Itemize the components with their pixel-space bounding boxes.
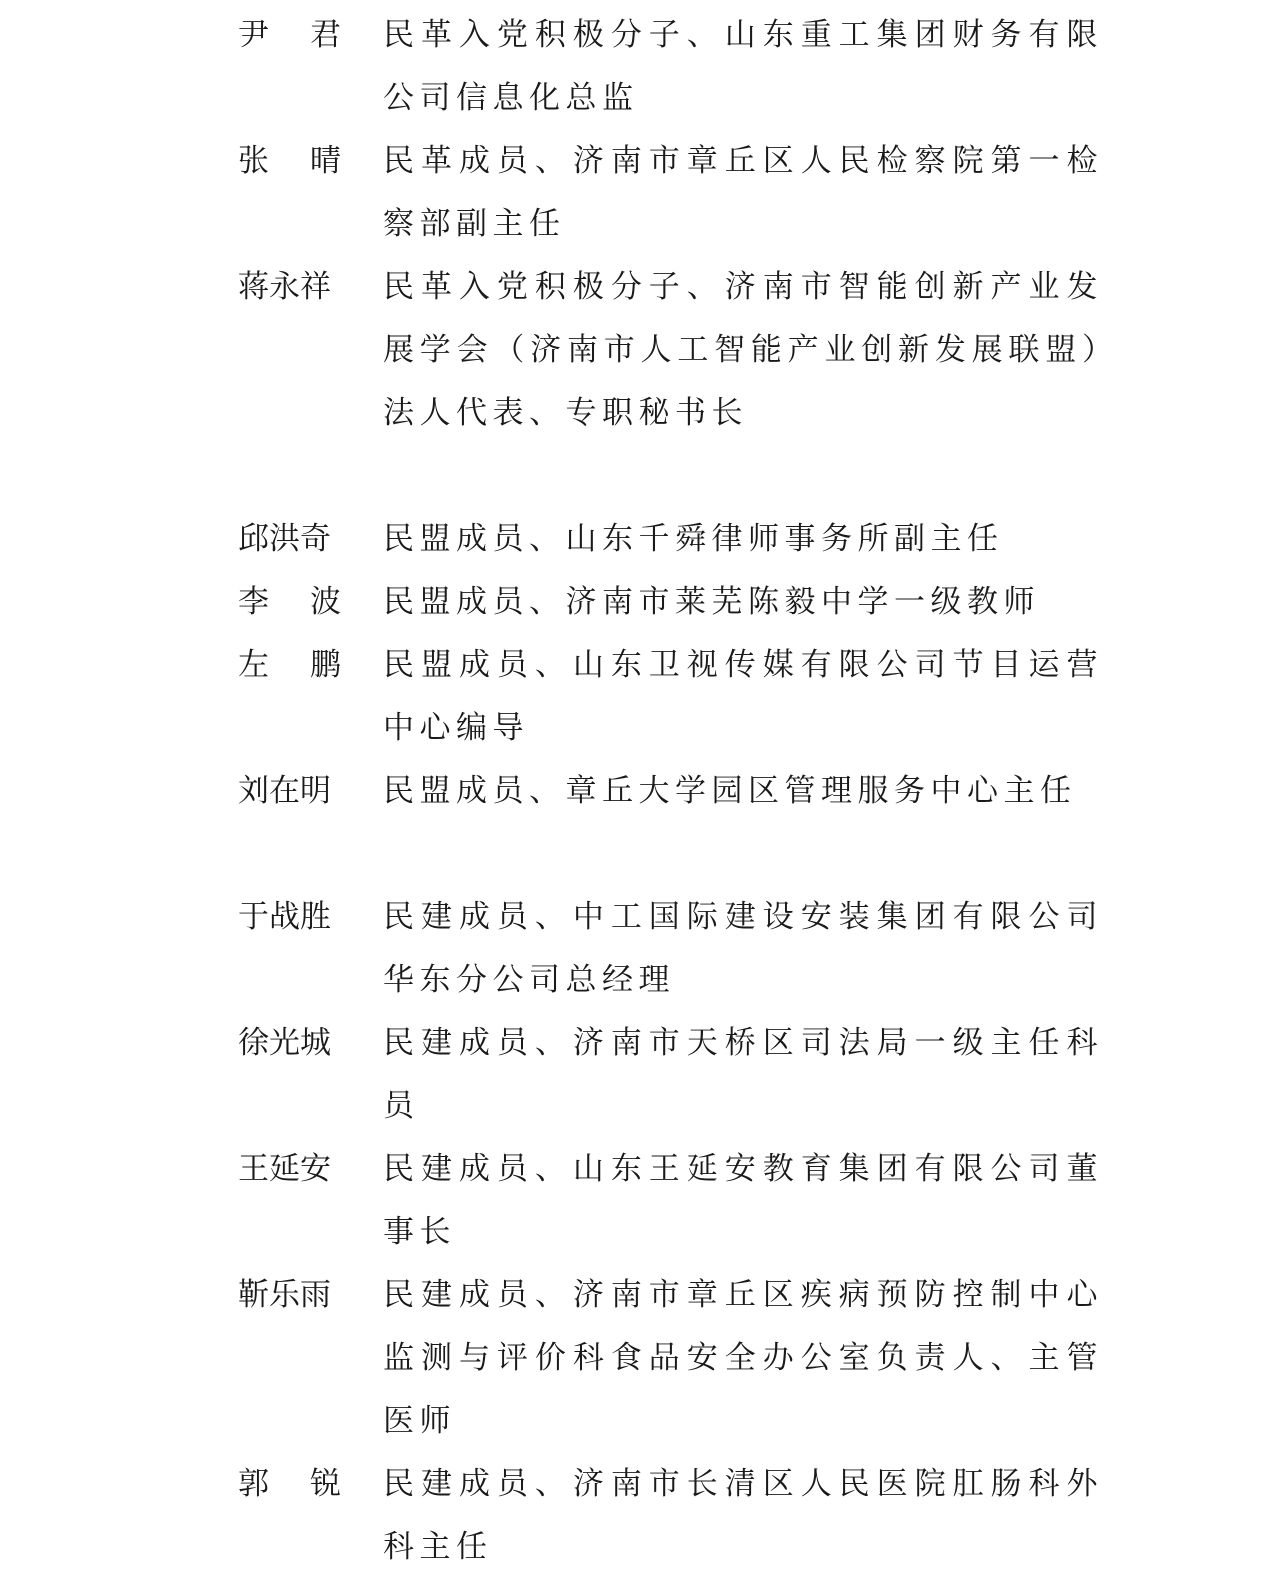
list-item <box>0 1138 1267 1264</box>
list-item <box>0 508 1267 571</box>
member-name: 王延安 <box>238 1151 331 1187</box>
member-description: 民盟成员、山东卫视传媒有限公司节目运营中心编导 <box>383 647 1103 746</box>
member-group <box>0 886 1267 1579</box>
member-name: 张 晴 <box>238 143 341 179</box>
list-item <box>0 256 1267 445</box>
member-name: 刘在明 <box>238 773 331 809</box>
member-description: 民建成员、山东王延安教育集团有限公司董事长 <box>383 1151 1103 1250</box>
list-item <box>0 634 1267 760</box>
member-description: 民建成员、济南市天桥区司法局一级主任科员 <box>383 1025 1103 1124</box>
list-item <box>0 1453 1267 1579</box>
member-name: 郭 锐 <box>238 1466 341 1502</box>
member-name: 蒋永祥 <box>238 269 331 305</box>
member-name: 邱洪奇 <box>238 521 331 557</box>
list-item <box>0 760 1267 823</box>
list-item <box>0 130 1267 256</box>
member-description: 民建成员、济南市章丘区疾病预防控制中心监测与评价科食品安全办公室负责人、主管医师 <box>383 1277 1103 1439</box>
member-description: 民革成员、济南市章丘区人民检察院第一检察部副主任 <box>383 143 1103 242</box>
member-name: 于战胜 <box>238 899 331 935</box>
member-name: 尹 君 <box>238 17 341 53</box>
member-name: 左 鹏 <box>238 647 341 683</box>
list-item <box>0 4 1267 130</box>
member-name: 徐光城 <box>238 1025 331 1061</box>
member-group <box>0 508 1267 823</box>
member-description: 民盟成员、章丘大学园区管理服务中心主任 <box>383 773 1077 809</box>
member-group <box>0 4 1267 445</box>
member-description: 民建成员、济南市长清区人民医院肛肠科外科主任 <box>383 1466 1103 1565</box>
member-description: 民盟成员、山东千舜律师事务所副主任 <box>383 521 1004 557</box>
list-item <box>0 571 1267 634</box>
list-item <box>0 1264 1267 1453</box>
member-list <box>0 4 1267 1579</box>
member-name: 靳乐雨 <box>238 1277 331 1313</box>
member-name: 李 波 <box>238 584 341 620</box>
member-description: 民革入党积极分子、山东重工集团财务有限公司信息化总监 <box>383 17 1103 116</box>
member-description: 民建成员、中工国际建设安装集团有限公司华东分公司总经理 <box>383 899 1103 998</box>
list-item <box>0 1012 1267 1138</box>
member-description: 民革入党积极分子、济南市智能创新产业发展学会（济南市人工智能产业创新发展联盟）法人代表、专职秘书长 <box>383 269 1103 431</box>
member-description: 民盟成员、济南市莱芜陈毅中学一级教师 <box>383 584 1040 620</box>
list-item <box>0 886 1267 1012</box>
